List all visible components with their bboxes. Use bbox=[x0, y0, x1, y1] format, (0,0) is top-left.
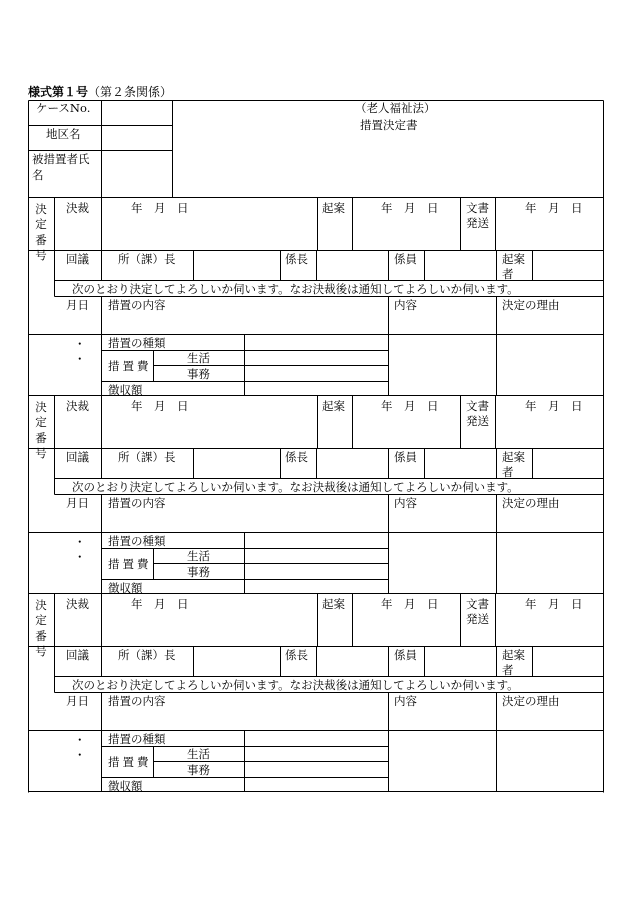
form-article-ref: （第２条関係） bbox=[88, 85, 173, 99]
block-3-kessai-label: 決裁 bbox=[66, 596, 89, 611]
block-3-collection-amount-label: 徴収額 bbox=[108, 778, 143, 793]
block-1-bullet-2: ・ bbox=[74, 351, 86, 366]
block-2-kessai-label: 決裁 bbox=[66, 398, 89, 413]
block-2-kessai-date: 年 月 日 bbox=[131, 398, 189, 413]
block-1-kian-label: 起案 bbox=[322, 200, 345, 215]
block-3-kian-date: 年 月 日 bbox=[381, 596, 439, 611]
subject-name-label: 被措置者氏名 bbox=[32, 152, 90, 182]
block-2-decision-reason-label: 決定の理由 bbox=[502, 495, 560, 510]
block-2-collection-amount-label: 徴収額 bbox=[108, 580, 143, 595]
block-1-kaigi-label: 回議 bbox=[66, 251, 89, 266]
block-1-kian-date: 年 月 日 bbox=[381, 200, 439, 215]
block-2-kakariin-label: 係員 bbox=[394, 449, 417, 464]
block-1-decision-number-label: 決定番号 bbox=[35, 201, 47, 262]
block-3-kessai-date: 年 月 日 bbox=[131, 596, 189, 611]
block-1-shocho-label: 所（課）長 bbox=[118, 251, 176, 266]
block-2-kiansha-label: 起案者 bbox=[502, 449, 525, 479]
block-3-kian-label: 起案 bbox=[322, 596, 345, 611]
block-1-bullet-1: ・ bbox=[74, 336, 86, 351]
block-3-bunsho-hassou-label: 文書発送 bbox=[466, 596, 489, 626]
form-number: 様式第１号 bbox=[28, 85, 89, 99]
block-2-bullet-1: ・ bbox=[74, 534, 86, 549]
block-1-kessai-date: 年 月 日 bbox=[131, 200, 189, 215]
block-3-hassou-date: 年 月 日 bbox=[525, 596, 583, 611]
block-2-hassou-date: 年 月 日 bbox=[525, 398, 583, 413]
block-3-kaigi-label: 回議 bbox=[66, 647, 89, 662]
block-1-measure-content-label: 措置の内容 bbox=[108, 297, 166, 312]
block-3-measure-content-label: 措置の内容 bbox=[108, 693, 166, 708]
block-3-kakaricho-label: 係長 bbox=[285, 647, 308, 662]
block-1-kakariin-label: 係員 bbox=[394, 251, 417, 266]
block-1-decision-reason-label: 決定の理由 bbox=[502, 297, 560, 312]
block-3-measure-type-label: 措置の種類 bbox=[108, 731, 166, 746]
block-1-naiyou-label: 内容 bbox=[394, 297, 417, 312]
block-2-living-label: 生活 bbox=[187, 548, 210, 563]
block-3-living-label: 生活 bbox=[187, 746, 210, 761]
block-3-decision-number-label: 決定番号 bbox=[35, 597, 47, 658]
block-3-shocho-label: 所（課）長 bbox=[118, 647, 176, 662]
block-1-measure-type-label: 措置の種類 bbox=[108, 335, 166, 350]
block-1-kiansha-label: 起案者 bbox=[502, 251, 525, 281]
block-1-kessai-label: 決裁 bbox=[66, 200, 89, 215]
block-2-kian-date: 年 月 日 bbox=[381, 398, 439, 413]
block-1-administration-label: 事務 bbox=[187, 366, 210, 381]
law-reference: （老人福祉法） bbox=[355, 101, 436, 115]
block-1-collection-amount-label: 徴収額 bbox=[108, 382, 143, 397]
block-3-administration-label: 事務 bbox=[187, 762, 210, 777]
block-2-month-day-label: 月日 bbox=[66, 495, 89, 510]
block-1-kakaricho-label: 係長 bbox=[285, 251, 308, 266]
block-1-month-day-label: 月日 bbox=[66, 297, 89, 312]
block-2-kaigi-label: 回議 bbox=[66, 449, 89, 464]
block-1-approval-request-text: 次のとおり決定してよろしいか伺います。なお決裁後は通知してよろしいか伺います。 bbox=[72, 281, 519, 296]
block-2-administration-label: 事務 bbox=[187, 564, 210, 579]
block-3-decision-reason-label: 決定の理由 bbox=[502, 693, 560, 708]
block-2-measure-type-label: 措置の種類 bbox=[108, 533, 166, 548]
block-3-measure-cost-label: 措置費 bbox=[108, 754, 152, 769]
case-no-label: ケースNo. bbox=[36, 101, 91, 115]
block-2-kakaricho-label: 係長 bbox=[285, 449, 308, 464]
district-label: 地区名 bbox=[46, 127, 81, 141]
block-1-living-label: 生活 bbox=[187, 350, 210, 365]
block-3-bullet-2: ・ bbox=[74, 747, 86, 762]
block-2-measure-cost-label: 措置費 bbox=[108, 556, 152, 571]
block-2-naiyou-label: 内容 bbox=[394, 495, 417, 510]
block-2-approval-request-text: 次のとおり決定してよろしいか伺います。なお決裁後は通知してよろしいか伺います。 bbox=[72, 479, 519, 494]
block-2-bullet-2: ・ bbox=[74, 549, 86, 564]
block-3-bullet-1: ・ bbox=[74, 732, 86, 747]
block-2-bunsho-hassou-label: 文書発送 bbox=[466, 398, 489, 428]
block-1-measure-cost-label: 措置費 bbox=[108, 358, 152, 373]
block-3-kiansha-label: 起案者 bbox=[502, 647, 525, 677]
block-3-naiyou-label: 内容 bbox=[394, 693, 417, 708]
block-2-measure-content-label: 措置の内容 bbox=[108, 495, 166, 510]
block-2-kian-label: 起案 bbox=[322, 398, 345, 413]
block-1-bunsho-hassou-label: 文書発送 bbox=[466, 200, 489, 230]
block-3-month-day-label: 月日 bbox=[66, 693, 89, 708]
block-3-approval-request-text: 次のとおり決定してよろしいか伺います。なお決裁後は通知してよろしいか伺います。 bbox=[72, 677, 519, 692]
block-3-kakariin-label: 係員 bbox=[394, 647, 417, 662]
block-2-decision-number-label: 決定番号 bbox=[35, 399, 47, 460]
block-2-shocho-label: 所（課）長 bbox=[118, 449, 176, 464]
block-1-hassou-date: 年 月 日 bbox=[525, 200, 583, 215]
document-title: 措置決定書 bbox=[360, 118, 418, 132]
